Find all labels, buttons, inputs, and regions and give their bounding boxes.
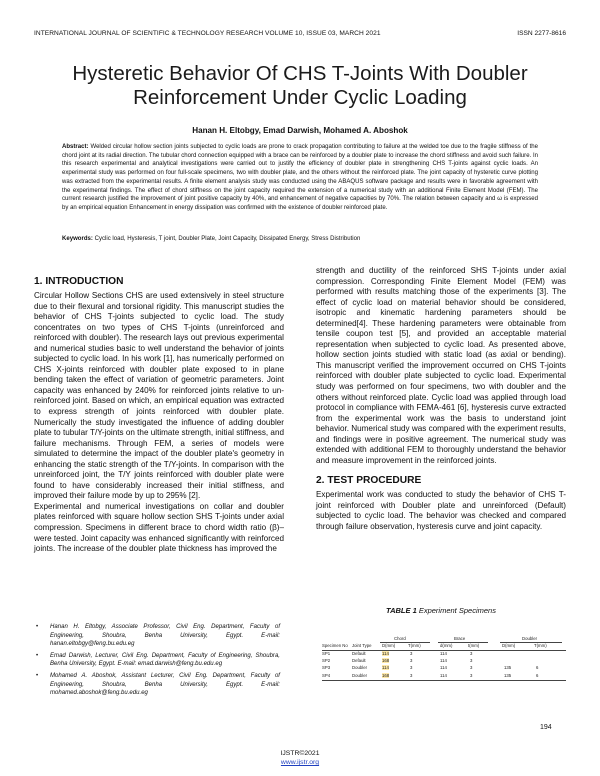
intro-paragraph-3: strength and ductility of the reinforced SHS T-joints under axial compression. Corresponding Finite Element Model (FEM) was performed with results matching those of the experiments [3]. The effect of cyclic load on material behavior should be considered, isotropic and kinematic hardening parameters should be determined[4]. These hardening parameters were obtainable from tensile coupon test [5], and provided an acceptable material representation when subjected to cyclic load. As presented above, hollow section joints studied with static load (as axial or bending). This manuscript verified the improvement occurred on CHS T-joints reinforced with doubler plate subjected to cyclic load. Experimental study was performed on four specimens, two with doubler and the others without reinforced plate. Cyclic load was applied through load protocol in compliance with FEMA-461 [6], hysteresis curve extracted from the experimental work was the basis to understand joint behavior. Numerical study was compared with the experiment results, and findings were in positive agreement. The numerical study was extended with additional FEM to thoroughly understand the behavior and measure improvement in the reinforced joints. bbox=[316, 266, 566, 465]
cell-chord-d: 168 bbox=[382, 672, 390, 678]
cell-chord-d: 114 bbox=[382, 651, 389, 656]
col-specimen: Specimen No bbox=[322, 643, 348, 648]
footer-copyright: IJSTR©2021 bbox=[280, 750, 320, 757]
cell-specimen: SP1 bbox=[322, 651, 331, 656]
group-header-chord: Chord bbox=[394, 636, 406, 641]
table-label: TABLE 1 bbox=[386, 606, 417, 615]
cell-brace-d: 114 bbox=[440, 665, 447, 671]
col-chord-t: T(mm) bbox=[408, 643, 421, 648]
footnote-item bbox=[34, 652, 280, 669]
intro-paragraph-2: Experimental and numerical investigations on collar and doubler plates reinforced with square hollow section SHS T-joints under axial compression. Specimens in different brace to chord width ratio (β)–were tested. Joint capacity was enhanced significantly with reinforced joints. The increase of the doubler plate thickness has improved the bbox=[34, 501, 284, 554]
cell-chord-t: 3 bbox=[410, 651, 413, 656]
bullet-icon: • bbox=[36, 652, 39, 659]
col-joint-type: Joint Type bbox=[352, 643, 372, 648]
cell-doubler-d: 135 bbox=[504, 672, 512, 678]
cell-brace-d: 114 bbox=[440, 651, 447, 656]
intro-paragraph-1: Circular Hollow Sections CHS are used extensively in steel structure due to their flexural and torsional rigidity. This manuscript studies the behavior of CHS T-joints subjected to cyclic load. The study concentrates on two types of CHS T-joints (unreinforced and reinforced with doubler). The research lays out previous experimental and numerical studies basic to well understand the behavior of joints subjected to cyclic load. In his work [1], has numerically performed on CHS X-joints reinforced with doubler plate exposed to in plane bending taken the effect of variation of geometric parameters. Joint capacity was enhanced by 240% for reinforced joints relative to un-reinforced joint. Based on which, an empirical equation was extracted to express strength of joints reinforced with doubler plate. Numerically the study investigated the influence of adding doubler plate to tubular T/Y-joints on the ultimate strength, initial stiffness, and failure mechanisms. Through FEM, a series of models were simulated to determine the impact of the doubler plate's geometry in enhancing the static strength of the T/Y-joints. In comparison with the unreinforced joint, the T/Y joints reinforced with doubler plate were found to have considerably increased their initial stiffness, and improved their failure mode by up to 295% [2]. bbox=[34, 291, 284, 501]
issn-header: ISSN 2277-8616 bbox=[517, 30, 566, 37]
col-brace-d: d(mm) bbox=[440, 643, 453, 648]
group-header-doubler: Doubler bbox=[522, 636, 538, 641]
author-list: Hanan H. Eltobgy, Emad Darwish, Mohamed A. Aboshok bbox=[192, 126, 408, 135]
bullet-icon: • bbox=[36, 672, 39, 679]
journal-header: INTERNATIONAL JOURNAL OF SCIENTIFIC & TECHNOLOGY RESEARCH VOLUME 10, ISSUE 03, MARCH 2021 bbox=[34, 30, 381, 37]
paper-title: Hysteretic Behavior Of CHS T-Joints With Doubler Reinforcement Under Cyclic Loading bbox=[72, 62, 528, 109]
cell-chord-t: 3 bbox=[410, 658, 413, 664]
introduction-heading: 1. INTRODUCTION bbox=[34, 276, 124, 287]
test-procedure-heading: 2. TEST PROCEDURE bbox=[316, 475, 422, 487]
abstract-label: Abstract: bbox=[62, 144, 89, 150]
cell-brace-d: 114 bbox=[440, 672, 447, 678]
cell-brace-t: 3 bbox=[470, 651, 473, 656]
cell-specimen: SP4 bbox=[322, 672, 331, 678]
cell-joint-type: Doubler bbox=[352, 672, 368, 678]
specimens-table bbox=[322, 636, 566, 681]
cell-joint-type: Default bbox=[352, 658, 366, 664]
table-caption-text: Experiment Specimens bbox=[416, 606, 496, 615]
cell-brace-t: 3 bbox=[470, 672, 473, 678]
keywords bbox=[62, 235, 538, 244]
footer-url-link[interactable]: www.ijstr.org bbox=[280, 759, 320, 766]
table-caption bbox=[316, 606, 566, 615]
footnote-text: Mohamed A. Aboshok, Assistant Lecturer, Civil Eng. Department, Faculty of Engineering, Shoubra, Benha University, Egypt. E-mail: mohamed.aboshok@feng.bu.edu.eg bbox=[50, 672, 280, 697]
cell-specimen: SP3 bbox=[322, 665, 331, 671]
abstract-text: Welded circular hollow section joints subjected to cyclic loads are prone to crack propagation contributing to failure at the welded toe due to the fragile stiffness of the chord joint at its radial direction. The tubular chord connection equipped with a brace can be reinforced by a doubler plate to increase the chord stiffness and avoid such failure. In this research experimental and analytical investigations were carried out to justify the efficiency of doubler plate in strengthening CHS T-joints against cyclic loads. An experimental study was performed on four full-scale specimens, two with doubler plate, and the others without the reinforced plate. The joint capacity of hysteretic curve plotting was extracted from the experimental results. A finite element analysis study was conducted using the ABAQUS software package and results were in favorable agreement with the experimental findings. The effect of chord stiffness on the joint capacity required the extension of a numerical study with an additional Finite Element Model (FEM). The current research justified the improvement of joint positive capacity by 40%, and enhancement of negative capacities by 70%. The relation between capacity and ω is expressed by an empirical equation Enhancement in energy dissipation was confirmed with the existence of doubler reinforced plate. bbox=[62, 144, 538, 211]
cell-chord-d: 114 bbox=[382, 665, 389, 671]
cell-specimen: SP2 bbox=[322, 658, 331, 664]
cell-brace-t: 3 bbox=[470, 658, 473, 664]
abstract bbox=[62, 143, 538, 213]
table-row bbox=[322, 658, 566, 665]
col-doubler-d: D(mm) bbox=[502, 643, 516, 648]
cell-chord-t: 3 bbox=[410, 672, 413, 678]
footnote-text: Emad Darwish, Lecturer, Civil Eng. Department, Faculty of Engineering, Shoubra, Benha University, Egypt. E-mail: emad.darwish@feng.bu.edu.eg bbox=[50, 652, 280, 668]
cell-doubler-t: 6 bbox=[536, 665, 539, 671]
left-column bbox=[34, 275, 284, 555]
cell-joint-type: Doubler bbox=[352, 665, 368, 671]
table-row bbox=[322, 673, 566, 681]
col-brace-t: t(mm) bbox=[468, 643, 480, 648]
keywords-label: Keywords: bbox=[62, 236, 93, 242]
cell-chord-d: 168 bbox=[382, 658, 390, 664]
cell-brace-d: 114 bbox=[440, 658, 447, 664]
table-row bbox=[322, 651, 566, 658]
footnote-text: Hanan H. Eltobgy, Associate Professor, Civil Eng. Department, Faculty of Engineering, Shoubra, Benha University, Egypt. E-mail: hanan.eltobgy@feng.bu.edu.eg bbox=[50, 624, 280, 648]
footnote-item bbox=[34, 672, 280, 698]
right-column bbox=[316, 266, 566, 533]
group-header-brace: Brace bbox=[454, 636, 466, 641]
cell-doubler-d: 135 bbox=[504, 665, 512, 671]
page-number: 194 bbox=[540, 724, 552, 731]
keywords-text: Cyclic load, Hysteresis, T joint, Doubler Plate, Joint Capacity, Dissipated Energy, Stress Distribution bbox=[92, 236, 361, 242]
test-paragraph-1: Experimental work was conducted to study the behavior of CHS T-joint reinforced with Doubler plate and unreinforced (Default) subjected to cyclic load. The behavior was checked and compared through failure observation, hysteresis curve and joint capacity. bbox=[316, 490, 566, 532]
footnote-item bbox=[34, 623, 280, 649]
cell-brace-t: 3 bbox=[470, 665, 473, 671]
col-chord-d: D(mm) bbox=[382, 643, 396, 648]
cell-joint-type: Default bbox=[352, 651, 366, 656]
cell-doubler-t: 6 bbox=[536, 672, 539, 678]
col-doubler-t: T(mm) bbox=[534, 643, 547, 648]
table-header bbox=[322, 636, 566, 651]
table-row bbox=[322, 665, 566, 672]
bullet-icon: • bbox=[36, 624, 39, 630]
cell-chord-t: 3 bbox=[410, 665, 413, 671]
author-footnotes bbox=[34, 623, 280, 701]
